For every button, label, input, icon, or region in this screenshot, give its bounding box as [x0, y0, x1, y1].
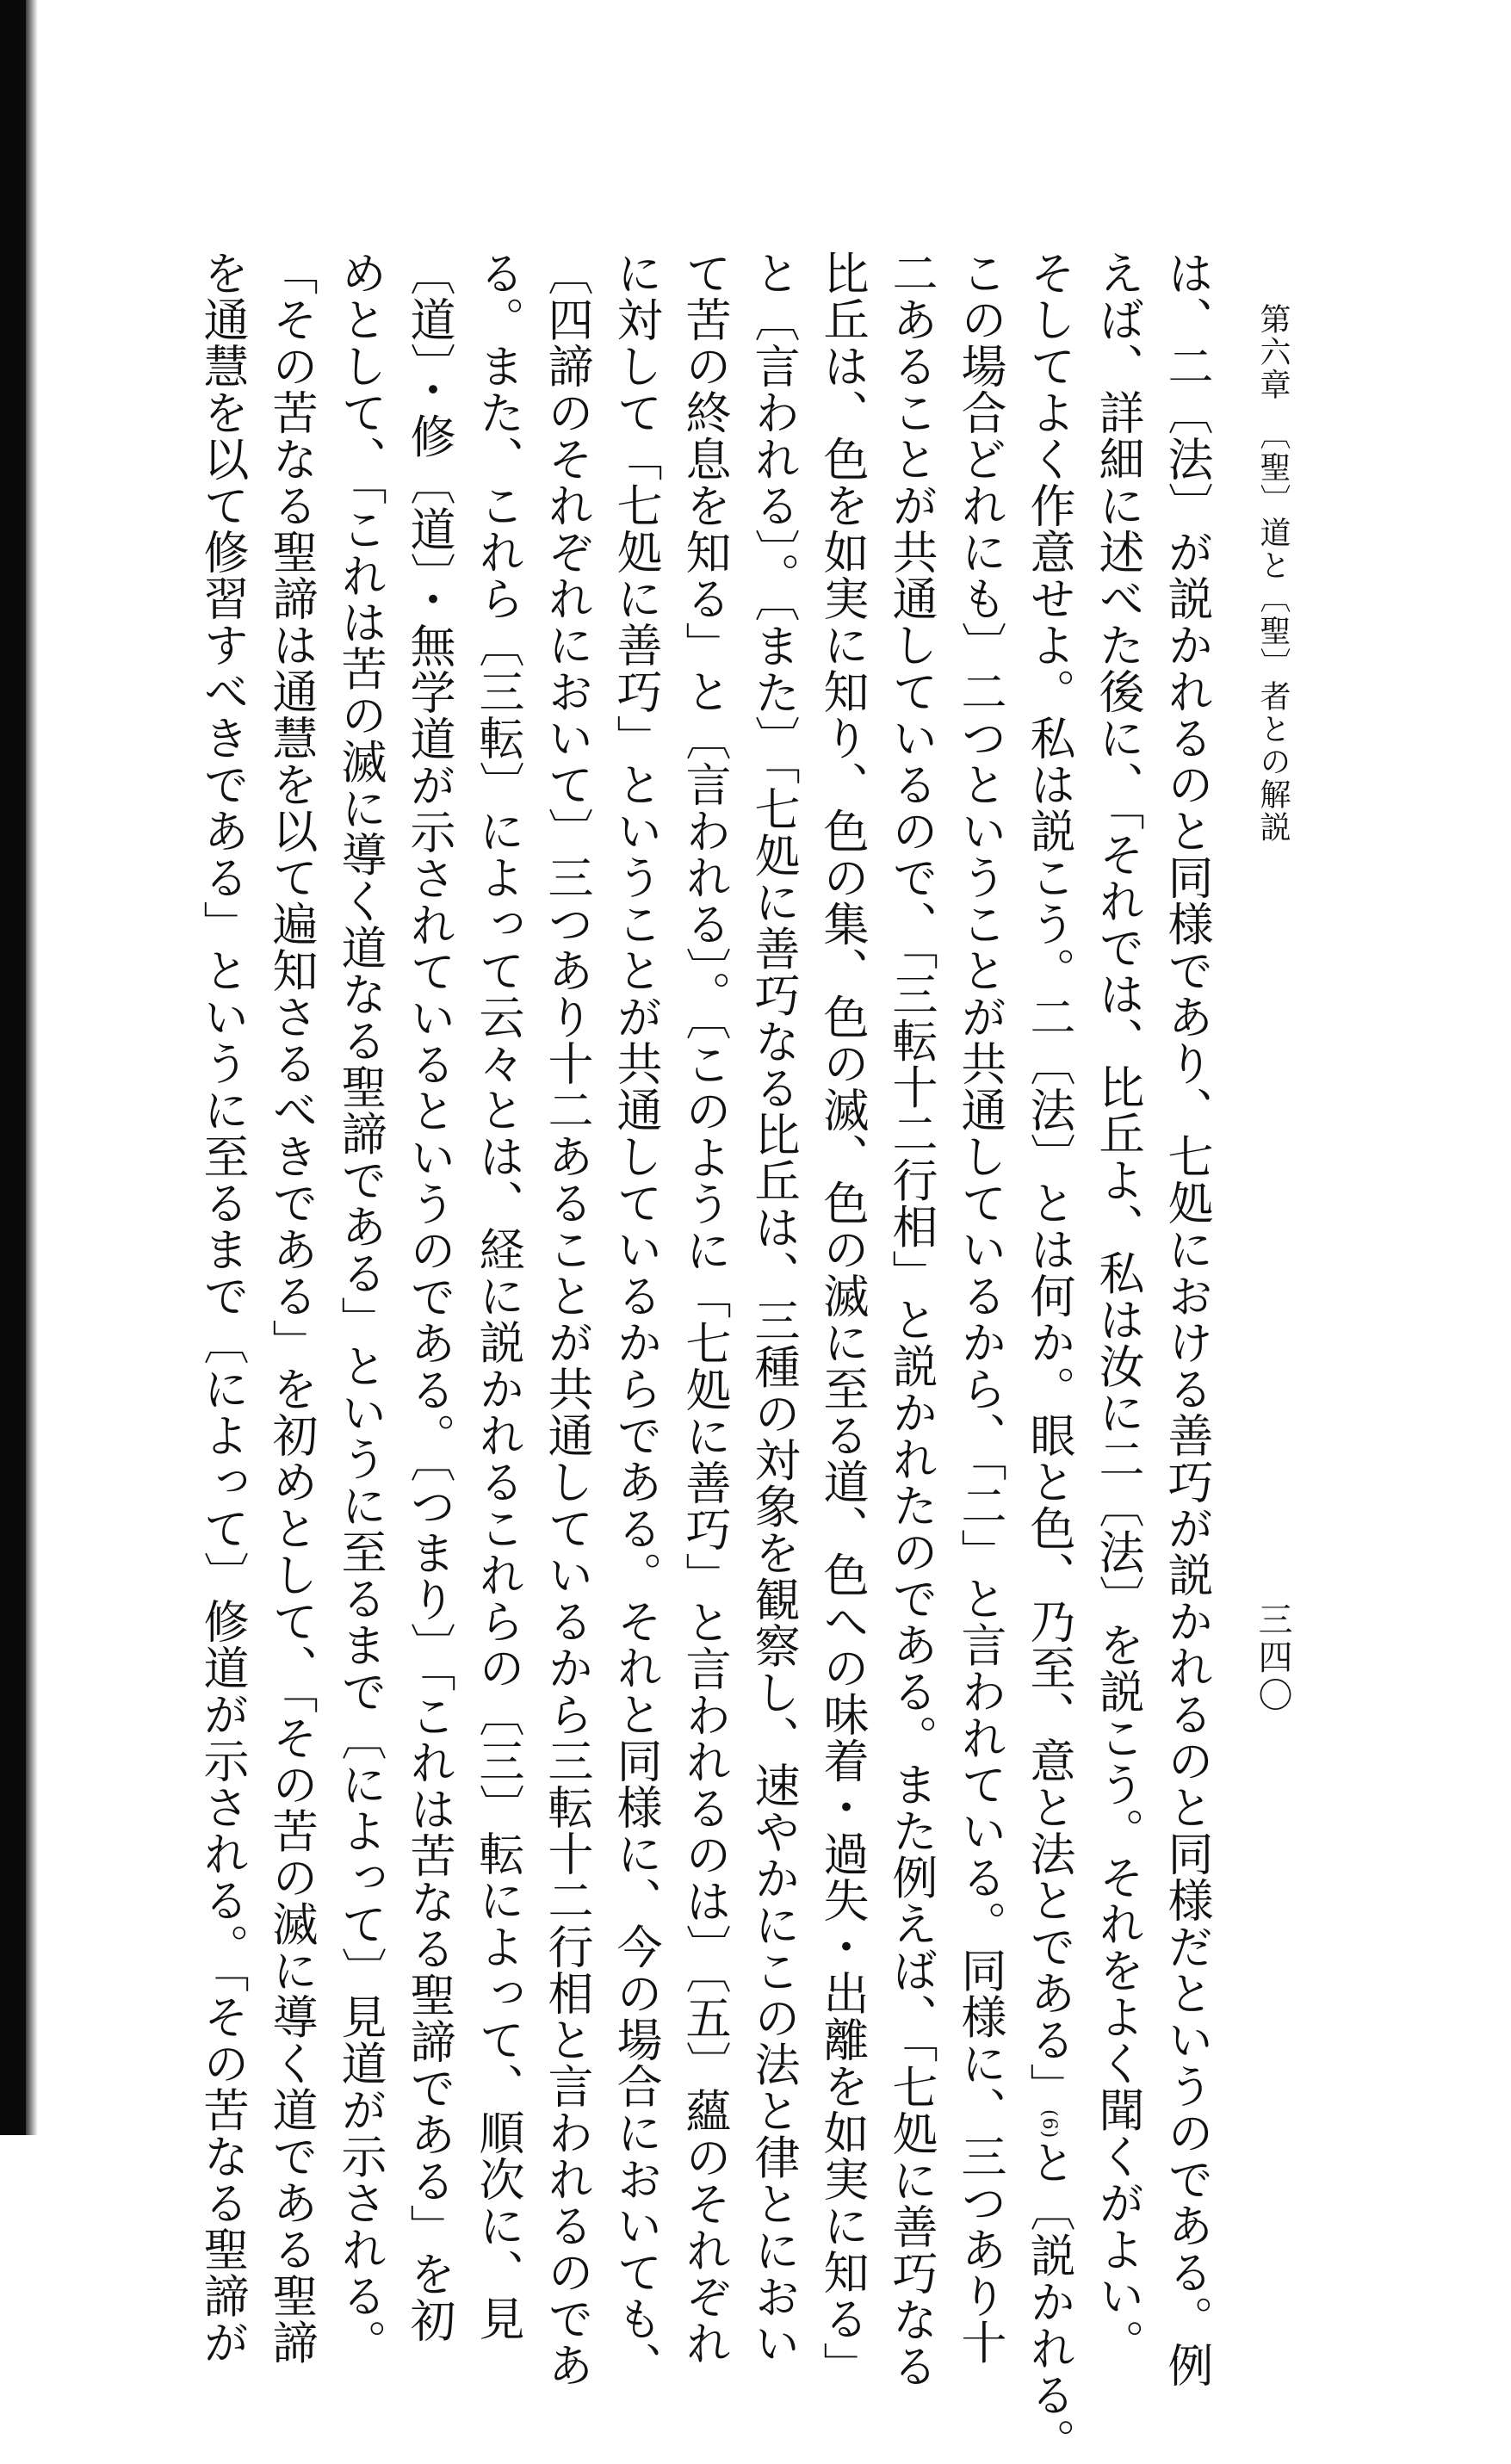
text-line: 〔四諦のそれぞれにおいて〕三つあり十二あることが共通しているから三転十二行相と言われるのであ: [541, 250, 593, 2388]
text-line: て苦の終息を知る」と〔言われる〕。〔このように「七処に善巧」と言われるのは〕〔五〕蘊のそれぞれ: [678, 250, 731, 2367]
text-line: と〔言われる〕。〔また〕「七処に善巧なる比丘は、三種の対象を観察し、速やかにこの法と律とにおい: [747, 250, 800, 2367]
text-line: 「その苦なる聖諦は通慧を以て遍知さるべきである」を初めとして、「その苦の滅に導く道である聖諦: [265, 250, 318, 2366]
text-line: を通慧を以て修習すべきである」というに至るまで〔によって〕修道が示される。「その苦なる聖諦が: [196, 250, 249, 2366]
binding-edge: [0, 0, 26, 2135]
text-line: めとして、「これは苦の滅に導く道なる聖諦である」というに至るまで〔によって〕見道が示される。: [334, 250, 387, 2366]
text-line: 二あることが共通しているので、「三転十二行相」と説かれたのである。また例えば、「七処に善巧なる: [885, 250, 938, 2389]
binding-shadow: [26, 0, 38, 2135]
running-head: 第六章 〔聖〕道と〔聖〕者との解説: [1255, 303, 1291, 844]
body-text: [196, 250, 1221, 2464]
text-line-with-note: [1014, 250, 1083, 2464]
text-line-part: そしてよく作意せよ。私は説こう。二〔法〕とは何か。眼と色、乃至、意と法とである」: [1023, 250, 1075, 2109]
text-line: 比丘は、色を如実に知り、色の集、色の滅、色の滅に至る道、色への味着・過失・出離を如実に知る」: [816, 250, 869, 2388]
text-line: は、二〔法〕が説かれるのと同様であり、七処における善巧が説かれるのと同様だというのである。例: [1161, 250, 1213, 2388]
page-number: 三四〇: [1253, 1601, 1292, 1715]
text-line: る。また、これら〔三転〕によって云々とは、経に説かれるこれらの〔三〕転によって、順次に、見: [472, 250, 524, 2342]
text-line: 〔道〕・修〔道〕・無学道が示されているというのである。〔つまり〕「これは苦なる聖諦である」を初: [403, 250, 455, 2343]
note-marker: (6): [1038, 2109, 1060, 2139]
text-line-part: と〔説かれる。: [1023, 2139, 1075, 2464]
text-line: この場合どれにも〕二つということが共通しているから、「二」と言われている。同様に、三つあり十: [954, 250, 1006, 2366]
text-line: に対して「七処に善巧」ということが共通しているからである。それと同様に、今の場合においても、: [610, 250, 662, 2388]
text-line: えば、詳細に述べた後に、「それでは、比丘よ、私は汝に二〔法〕を説こう。それをよく聞くがよい。: [1092, 250, 1144, 2366]
